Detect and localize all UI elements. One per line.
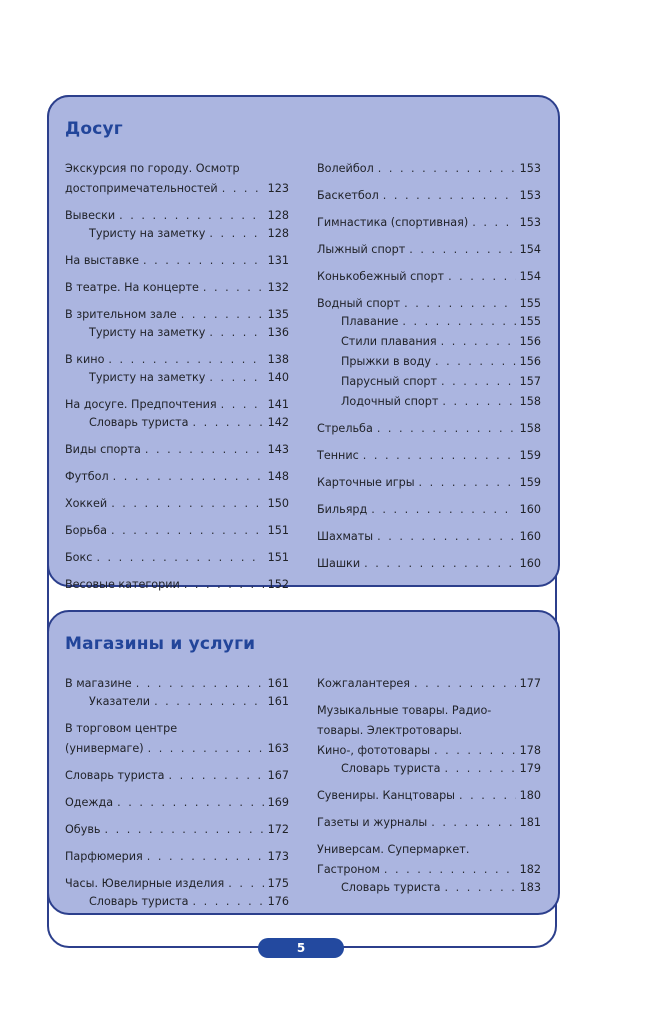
dot-leader — [435, 352, 516, 372]
toc-entry — [317, 473, 541, 493]
toc-label: Вывески — [65, 209, 116, 222]
toc-label: Виды спорта — [65, 443, 141, 456]
section-leisure — [47, 95, 560, 591]
toc-row — [65, 548, 289, 568]
toc-label: Бильярд — [317, 503, 368, 516]
toc-page-number: 172 — [267, 823, 289, 836]
toc-row — [317, 473, 541, 493]
toc-page-number: 153 — [519, 216, 541, 229]
dot-leader — [431, 813, 515, 833]
toc-label: Кино-, фототовары — [317, 744, 431, 757]
toc-entry — [65, 719, 289, 759]
toc-row — [317, 294, 541, 314]
toc-page-number: 141 — [267, 398, 289, 411]
dot-leader — [402, 312, 515, 332]
toc-subentries — [65, 413, 289, 433]
dot-leader — [377, 419, 516, 439]
dot-leader — [111, 521, 264, 541]
dot-leader — [143, 251, 264, 271]
toc-row — [65, 521, 289, 541]
toc-row — [317, 332, 541, 352]
dot-leader — [148, 739, 264, 759]
dot-leader — [169, 766, 264, 786]
toc-label: Гимнастика (спортивная) — [317, 216, 469, 229]
toc-label: В магазине — [65, 677, 132, 690]
toc-label: Кожгалантерея — [317, 677, 411, 690]
dot-leader — [419, 473, 516, 493]
toc-row — [65, 440, 289, 460]
toc-entry — [65, 206, 289, 244]
dot-leader — [108, 350, 263, 370]
toc-page-number: 163 — [267, 742, 289, 755]
toc-row — [317, 372, 541, 392]
toc-row — [65, 467, 289, 487]
toc-page-number: 183 — [519, 881, 541, 894]
toc-page-number: 175 — [267, 877, 289, 890]
toc-page-number: 182 — [519, 863, 541, 876]
toc-page-number: 135 — [267, 308, 289, 321]
dot-leader — [136, 674, 264, 694]
toc-entry — [65, 350, 289, 388]
dot-leader — [209, 368, 263, 388]
toc-entry — [317, 813, 541, 833]
toc-label: Стили плавания — [341, 335, 437, 348]
toc-row — [65, 179, 289, 199]
dot-leader — [363, 446, 516, 466]
toc-row — [65, 793, 289, 813]
toc-entry — [317, 159, 541, 179]
toc-row — [65, 278, 289, 298]
toc-entry — [65, 874, 289, 912]
dot-leader — [111, 494, 263, 514]
toc-row — [65, 413, 289, 433]
toc-label: Указатели — [89, 695, 151, 708]
toc-label: Обувь — [65, 823, 101, 836]
toc-label-line: Универсам. Супермаркет. — [317, 843, 470, 856]
toc-label: Бокс — [65, 551, 93, 564]
toc-page-number: 131 — [267, 254, 289, 267]
toc-label: Одежда — [65, 796, 114, 809]
toc-subentries — [317, 878, 541, 898]
toc-entry — [317, 527, 541, 547]
toc-row — [317, 741, 541, 761]
toc-page-number: 167 — [267, 769, 289, 782]
toc-page-number: 132 — [267, 281, 289, 294]
dot-leader — [442, 392, 515, 412]
toc-row — [65, 350, 289, 370]
dot-leader — [119, 206, 263, 226]
toc-entry — [65, 305, 289, 343]
toc-row — [65, 251, 289, 271]
toc-entry — [317, 446, 541, 466]
toc-page-number: 154 — [519, 243, 541, 256]
toc-page-number: 160 — [519, 557, 541, 570]
dot-leader — [384, 860, 516, 880]
toc-entry — [317, 213, 541, 233]
toc-entry — [65, 793, 289, 813]
toc-label: Водный спорт — [317, 297, 401, 310]
toc-page-number: 156 — [519, 335, 541, 348]
toc-label: В кино — [65, 353, 105, 366]
toc-label: Словарь туриста — [65, 769, 165, 782]
toc-label: Прыжки в воду — [341, 355, 431, 368]
toc-label: Теннис — [317, 449, 359, 462]
toc-entry — [317, 267, 541, 287]
toc-page-number: 151 — [267, 524, 289, 537]
toc-label: достопримечательностей — [65, 182, 218, 195]
dot-leader — [96, 548, 263, 568]
toc-label: Часы. Ювелирные изделия — [65, 877, 225, 890]
toc-label: Парусный спорт — [341, 375, 438, 388]
toc-page-number: 138 — [267, 353, 289, 366]
toc-label: (универмаге) — [65, 742, 144, 755]
toc-row — [65, 874, 289, 894]
dot-leader — [105, 820, 264, 840]
toc-page-number: 179 — [519, 762, 541, 775]
toc-page-number: 157 — [519, 375, 541, 388]
toc-subentries — [317, 759, 541, 779]
toc-label-line: товары. Электротовары. — [317, 724, 463, 737]
dot-leader — [378, 159, 516, 179]
dot-leader — [448, 267, 516, 287]
toc-row — [317, 267, 541, 287]
dot-leader — [203, 278, 264, 298]
toc-entry — [65, 521, 289, 541]
toc-label: Словарь туриста — [341, 881, 441, 894]
dot-leader — [193, 892, 264, 912]
dot-leader — [441, 332, 516, 352]
toc-page-number: 160 — [519, 503, 541, 516]
toc-label: Сувениры. Канцтовары — [317, 789, 456, 802]
toc-label: В театре. На концерте — [65, 281, 199, 294]
toc-page-number: 176 — [267, 895, 289, 908]
toc-label: Парфюмерия — [65, 850, 143, 863]
toc-row — [317, 159, 541, 179]
page-number-badge: 5 — [258, 938, 344, 958]
dot-leader — [414, 674, 516, 694]
toc-column-right — [317, 159, 541, 581]
dot-leader — [147, 847, 264, 867]
dot-leader — [221, 395, 264, 415]
toc-page-number: 160 — [519, 530, 541, 543]
toc-row — [317, 213, 541, 233]
section-shops-services — [47, 610, 560, 915]
toc-row — [65, 206, 289, 226]
toc-entry — [317, 701, 541, 779]
toc-label: Волейбол — [317, 162, 374, 175]
dot-leader — [222, 179, 264, 199]
toc-subentries — [65, 224, 289, 244]
section-title: Досуг — [65, 119, 123, 139]
toc-row — [317, 674, 541, 694]
toc-entry — [317, 186, 541, 206]
toc-column-right — [317, 674, 541, 905]
toc-column-left — [65, 159, 289, 602]
toc-row — [65, 368, 289, 388]
toc-row — [65, 820, 289, 840]
toc-entry — [65, 820, 289, 840]
toc-page-number: 153 — [519, 162, 541, 175]
toc-row — [317, 312, 541, 332]
dot-leader — [145, 440, 264, 460]
toc-label: Словарь туриста — [341, 762, 441, 775]
toc-label: Газеты и журналы — [317, 816, 428, 829]
toc-label: Гастроном — [317, 863, 380, 876]
toc-row — [65, 575, 289, 595]
toc-row — [65, 692, 289, 712]
dot-leader — [117, 793, 264, 813]
toc-row — [317, 759, 541, 779]
dot-leader — [445, 759, 516, 779]
toc-label: На выставке — [65, 254, 140, 267]
toc-label: Шашки — [317, 557, 361, 570]
dot-leader — [228, 874, 263, 894]
toc-page-number: 181 — [519, 816, 541, 829]
toc-row — [317, 554, 541, 574]
toc-row — [317, 352, 541, 372]
dot-leader — [434, 741, 516, 761]
toc-column-left — [65, 674, 289, 919]
toc-entry — [65, 575, 289, 595]
toc-row — [65, 847, 289, 867]
toc-label: На досуге. Предпочтения — [65, 398, 217, 411]
toc-entry — [65, 159, 289, 199]
toc-page-number: 152 — [267, 578, 289, 591]
toc-page-number: 159 — [519, 476, 541, 489]
toc-entry — [317, 240, 541, 260]
toc-entry — [65, 440, 289, 460]
toc-entry — [317, 419, 541, 439]
toc-row — [65, 323, 289, 343]
dot-leader — [383, 186, 516, 206]
toc-page-number: 142 — [267, 416, 289, 429]
dot-leader — [441, 372, 516, 392]
toc-entry — [65, 548, 289, 568]
toc-row — [317, 392, 541, 412]
toc-page-number: 158 — [519, 395, 541, 408]
dot-leader — [445, 878, 516, 898]
toc-page-number: 128 — [267, 209, 289, 222]
toc-entry — [317, 294, 541, 412]
dot-leader — [193, 413, 264, 433]
toc-subentries — [65, 368, 289, 388]
toc-row — [65, 766, 289, 786]
dot-leader — [181, 305, 264, 325]
toc-row — [317, 240, 541, 260]
toc-row — [317, 878, 541, 898]
toc-row — [317, 786, 541, 806]
toc-row — [317, 500, 541, 520]
toc-label: Карточные игры — [317, 476, 415, 489]
toc-page-number: 151 — [267, 551, 289, 564]
toc-page-number: 153 — [519, 189, 541, 202]
toc-row — [65, 892, 289, 912]
toc-label: Хоккей — [65, 497, 108, 510]
toc-row — [65, 739, 289, 759]
toc-label-line: Музыкальные товары. Радио- — [317, 704, 492, 717]
toc-label: Туристу на заметку — [89, 371, 206, 384]
toc-label-line: Экскурсия по городу. Осмотр — [65, 162, 240, 175]
toc-entry — [65, 467, 289, 487]
toc-page-number: 161 — [267, 695, 289, 708]
toc-row — [65, 395, 289, 415]
toc-entry — [65, 847, 289, 867]
dot-leader — [459, 786, 516, 806]
toc-entry — [65, 278, 289, 298]
toc-page-number: 155 — [519, 315, 541, 328]
toc-row — [317, 186, 541, 206]
toc-entry — [65, 494, 289, 514]
toc-label: Словарь туриста — [89, 895, 189, 908]
toc-label: В зрительном зале — [65, 308, 177, 321]
toc-entry — [65, 674, 289, 712]
dot-leader — [377, 527, 516, 547]
toc-row — [317, 813, 541, 833]
toc-row — [65, 224, 289, 244]
toc-row — [317, 527, 541, 547]
toc-subentries — [317, 312, 541, 412]
toc-page-number: 178 — [519, 744, 541, 757]
toc-page-number: 150 — [267, 497, 289, 510]
toc-page-number: 128 — [267, 227, 289, 240]
toc-label-line: В торговом центре — [65, 722, 178, 735]
toc-label: Словарь туриста — [89, 416, 189, 429]
dot-leader — [409, 240, 515, 260]
toc-row — [317, 446, 541, 466]
toc-row — [65, 674, 289, 694]
dot-leader — [404, 294, 515, 314]
toc-page-number: 143 — [267, 443, 289, 456]
dot-leader — [113, 467, 264, 487]
dot-leader — [154, 692, 264, 712]
toc-subentries — [65, 892, 289, 912]
toc-label: Плавание — [341, 315, 399, 328]
toc-page-number: 173 — [267, 850, 289, 863]
toc-entry — [317, 674, 541, 694]
toc-label: Футбол — [65, 470, 109, 483]
toc-row — [317, 860, 541, 880]
toc-label: Баскетбол — [317, 189, 379, 202]
dot-leader — [209, 224, 263, 244]
toc-label: Туристу на заметку — [89, 326, 206, 339]
toc-entry — [317, 554, 541, 574]
toc-page-number: 155 — [519, 297, 541, 310]
toc-row — [65, 305, 289, 325]
toc-page-number: 154 — [519, 270, 541, 283]
toc-label: Стрельба — [317, 422, 373, 435]
toc-page-number: 159 — [519, 449, 541, 462]
toc-subentries — [65, 323, 289, 343]
toc-entry — [65, 395, 289, 433]
section-title: Магазины и услуги — [65, 634, 256, 654]
toc-subentries — [65, 692, 289, 712]
dot-leader — [371, 500, 515, 520]
toc-page-number: 180 — [519, 789, 541, 802]
toc-label: Лыжный спорт — [317, 243, 406, 256]
toc-entry — [65, 251, 289, 271]
toc-label: Весовые категории — [65, 578, 180, 591]
toc-label: Лодочный спорт — [341, 395, 439, 408]
toc-page-number: 140 — [267, 371, 289, 384]
toc-row — [317, 419, 541, 439]
toc-page-number: 123 — [267, 182, 289, 195]
toc-page-number: 177 — [519, 677, 541, 690]
toc-row — [65, 494, 289, 514]
toc-entry — [317, 840, 541, 898]
toc-label: Борьба — [65, 524, 107, 537]
dot-leader — [209, 323, 263, 343]
toc-page-number: 169 — [267, 796, 289, 809]
dot-leader — [364, 554, 516, 574]
toc-page-number: 156 — [519, 355, 541, 368]
toc-label: Туристу на заметку — [89, 227, 206, 240]
dot-leader — [472, 213, 515, 233]
toc-page-number: 161 — [267, 677, 289, 690]
toc-page-number: 136 — [267, 326, 289, 339]
toc-entry — [65, 766, 289, 786]
toc-label: Конькобежный спорт — [317, 270, 445, 283]
dot-leader — [184, 575, 264, 595]
toc-entry — [317, 500, 541, 520]
toc-label: Шахматы — [317, 530, 374, 543]
toc-entry — [317, 786, 541, 806]
toc-page-number: 148 — [267, 470, 289, 483]
toc-page-number: 158 — [519, 422, 541, 435]
